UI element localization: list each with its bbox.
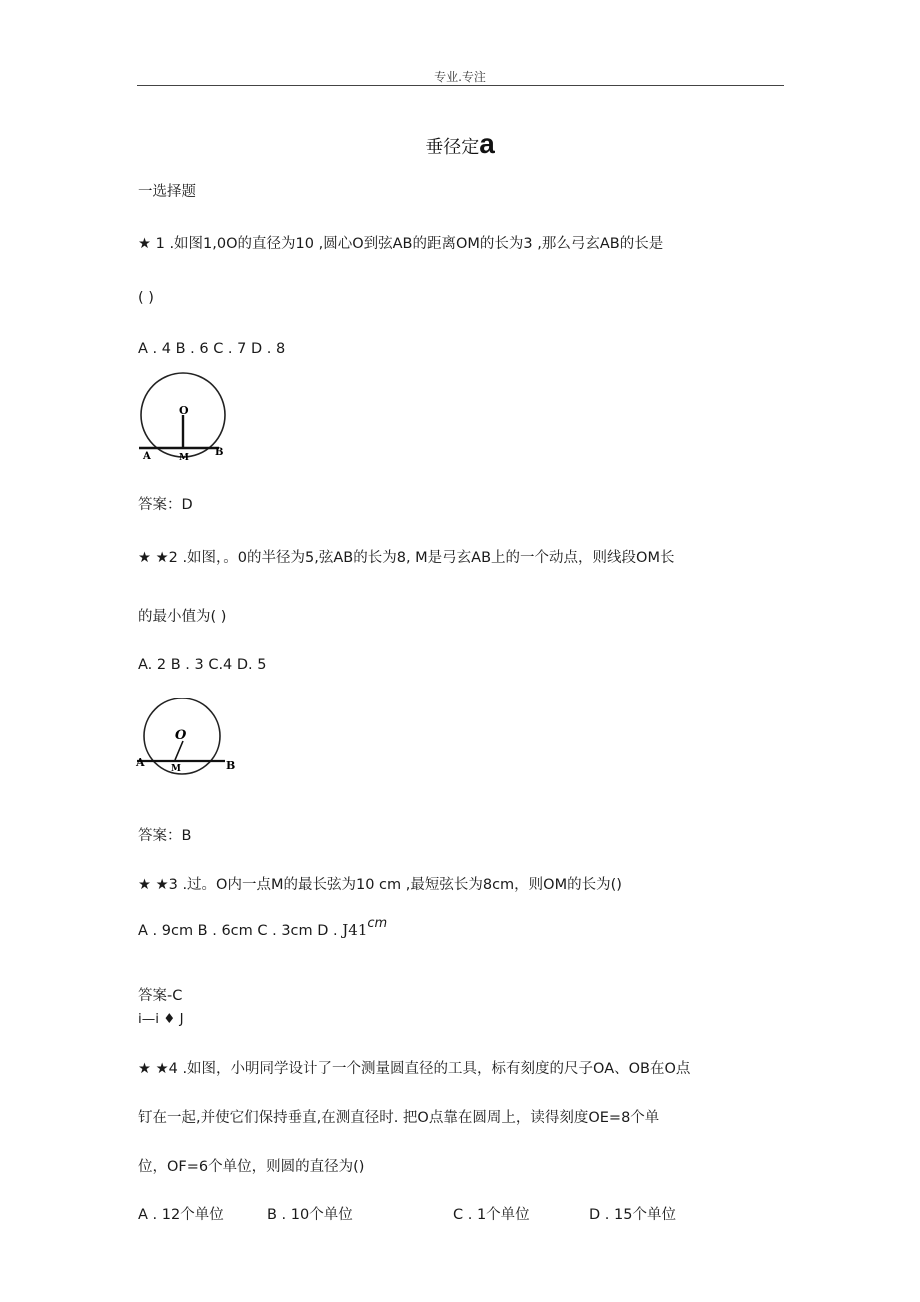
q4-option-b: B . 10个单位 <box>267 1207 353 1223</box>
q2-stem-continued: 的最小值为( ) <box>138 609 227 625</box>
q3-options <box>138 916 388 939</box>
header-rule <box>137 85 784 86</box>
q3-stem: ★ ★3 .过。O内一点M的最长弦为10 cm ,最短弦长为8cm，则OM的长为() <box>138 877 622 893</box>
q2-figure <box>133 698 243 780</box>
section-heading: 一选择题 <box>138 184 196 200</box>
q4-stem-continued: 钉在一起,并使它们保持垂直,在测直径时. 把O点靠在圆周上，读得刻度OE=8个单 <box>138 1110 660 1126</box>
q4-option-c: C . 1个单位 <box>453 1207 530 1223</box>
q1-label-a: A <box>143 451 151 462</box>
page-header: 专业.专注 <box>434 70 486 84</box>
q2-label-a: A <box>136 756 145 769</box>
q4-stem: ★ ★4 .如图，小明同学设计了一个测量圆直径的工具，标有刻度的尺子OA、OB在O点 <box>138 1061 691 1077</box>
q1-answer: 答案：D <box>138 497 193 513</box>
q1-paren: ( ) <box>138 290 154 306</box>
q2-answer: 答案：B <box>138 828 192 844</box>
title-big-letter: a <box>479 128 495 159</box>
q2-label-m: M <box>171 764 181 774</box>
q1-label-b: B <box>215 447 224 458</box>
q3-options-main: A . 9cm B . 6cm C . 3cm D . <box>138 923 338 939</box>
q4-option-a: A . 12个单位 <box>138 1207 224 1223</box>
q1-figure <box>133 370 233 465</box>
q3-answer: 答案-C <box>138 988 183 1004</box>
q3-garbled-text: i—i ♦ J <box>138 1011 184 1027</box>
q2-label-b: B <box>226 759 236 772</box>
title-main: 垂径定 <box>425 137 480 158</box>
q2-label-o: O <box>175 728 187 743</box>
q1-label-m: M <box>179 453 189 463</box>
q3-option-d-unit: cm <box>367 916 388 931</box>
q1-options: A . 4 B . 6 C . 7 D . 8 <box>138 341 286 357</box>
page-title <box>0 128 920 160</box>
q4-stem-continued-2: 位，OF=6个单位，则圆的直径为() <box>138 1159 365 1175</box>
q1-label-o: O <box>179 404 189 417</box>
q2-stem: ★ ★2 .如图，。0的半径为5,弦AB的长为8, M是弓玄AB上的一个动点，则线段OM长 <box>138 550 675 566</box>
q1-stem: ★ 1 .如图1,0O的直径为10 ,圆心O到弦AB的距离OM的长为3 ,那么弓玄AB的长是 <box>138 236 664 252</box>
q3-option-d-value: J41 <box>342 921 368 939</box>
q2-om-segment <box>175 741 183 760</box>
q2-options: A. 2 B . 3 C.4 D. 5 <box>138 657 267 673</box>
q4-option-d: D . 15个单位 <box>589 1207 676 1223</box>
